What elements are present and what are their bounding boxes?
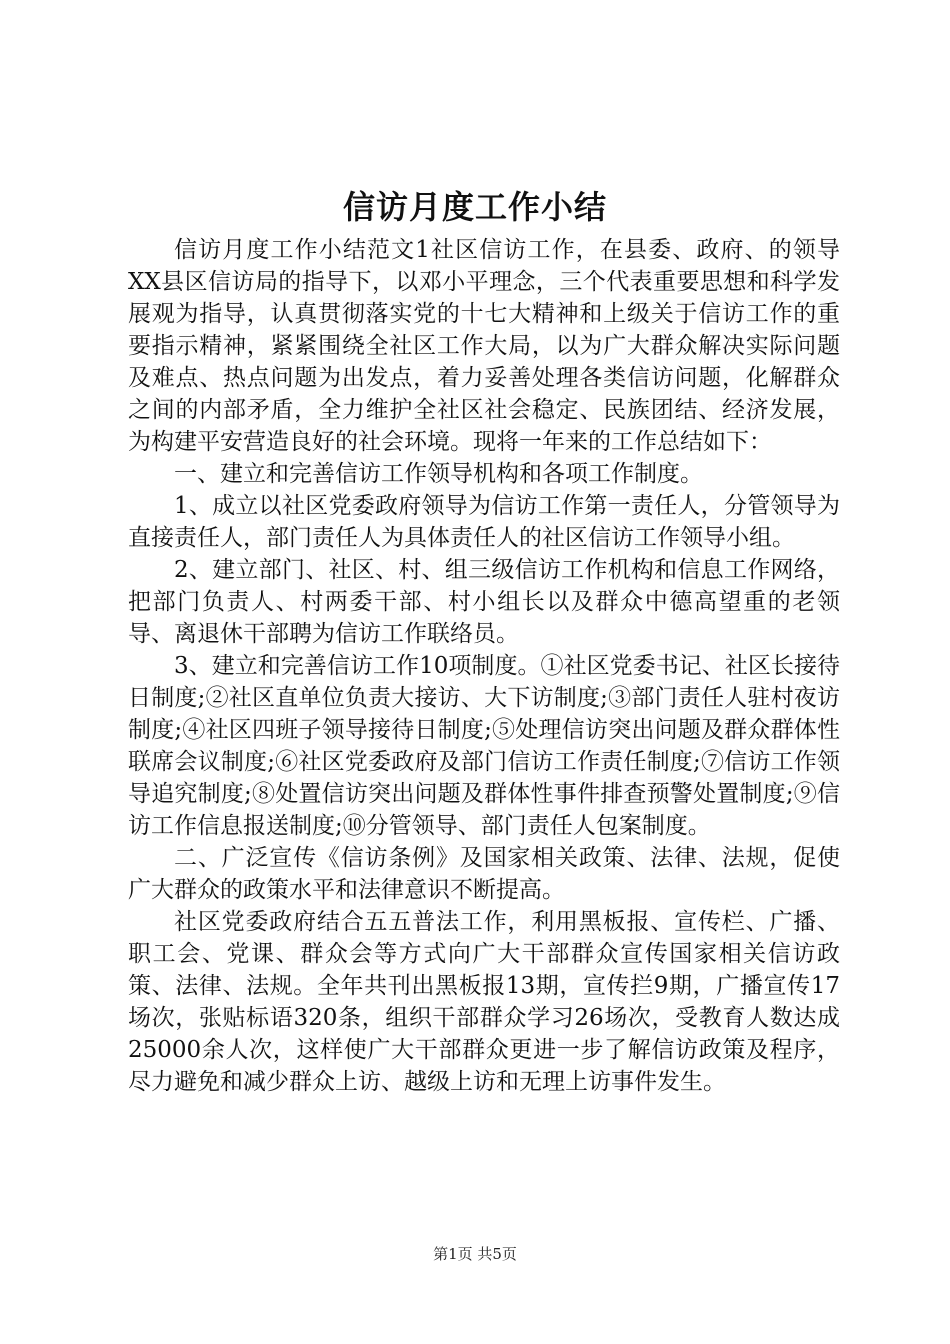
paragraph-intro: 信访月度工作小结范文1社区信访工作，在县委、政府、的领导XX县区信访局的指导下，以邓小平理念，三个代表重要思想和科学发展观为指导，认真贯彻落实党的十七大精神和上级关于信访工作的重要指示精神，紧紧围绕全社区工作大局，以为广大群众解决实际问题及难点、热点问题为出发点，着力妥善处理各类信访问题，化解群众之间的内部矛盾，全力维护全社区社会稳定、民族团结、经济发展，为构建平安营造良好的社会环境。现将一年来的工作总结如下： bbox=[128, 237, 840, 455]
paragraph-item-2: 2、建立部门、社区、村、组三级信访工作机构和信息工作网络，把部门负责人、村两委干部、村小组长以及群众中德高望重的老领导、离退休干部聘为信访工作联络员。 bbox=[128, 557, 840, 647]
paragraph-section-1-heading: 一、建立和完善信访工作领导机构和各项工作制度。 bbox=[174, 461, 703, 487]
document-body bbox=[128, 234, 840, 1098]
paragraph-item-1: 1、成立以社区党委政府领导为信访工作第一责任人，分管领导为直接责任人，部门责任人为具体责任人的社区信访工作领导小组。 bbox=[128, 493, 840, 551]
paragraph-section-2-heading: 二、广泛宣传《信访条例》及国家相关政策、法律、法规，促使广大群众的政策水平和法律意识不断提高。 bbox=[128, 845, 840, 903]
paragraph-section-2-body: 社区党委政府结合五五普法工作，利用黑板报、宣传栏、广播、职工会、党课、群众会等方式向广大干部群众宣传国家相关信访政策、法律、法规。全年共刊出黑板报13期，宣传拦9期，广播宣传17场次，张贴标语320条，组织干部群众学习26场次，受教育人数达成25000余人次，这样使广大干部群众更进一步了解信访政策及程序，尽力避免和减少群众上访、越级上访和无理上访事件发生。 bbox=[128, 909, 840, 1095]
document-title: 信访月度工作小结 bbox=[342, 188, 607, 226]
paragraph-item-3: 3、建立和完善信访工作10项制度。①社区党委书记、社区长接待日制度;②社区直单位负责大接访、大下访制度;③部门责任人驻村夜访制度;④社区四班子领导接待日制度;⑤处理信访突出问题及群众群体性联席会议制度;⑥社区党委政府及部门信访工作责任制度;⑦信访工作领导追究制度;⑧处置信访突出问题及群体性事件排查预警处置制度;⑨信访工作信息报送制度;⑩分管领导、部门责任人包案制度。 bbox=[128, 653, 840, 839]
page-number-footer: 第1页 共5页 bbox=[433, 1245, 517, 1263]
